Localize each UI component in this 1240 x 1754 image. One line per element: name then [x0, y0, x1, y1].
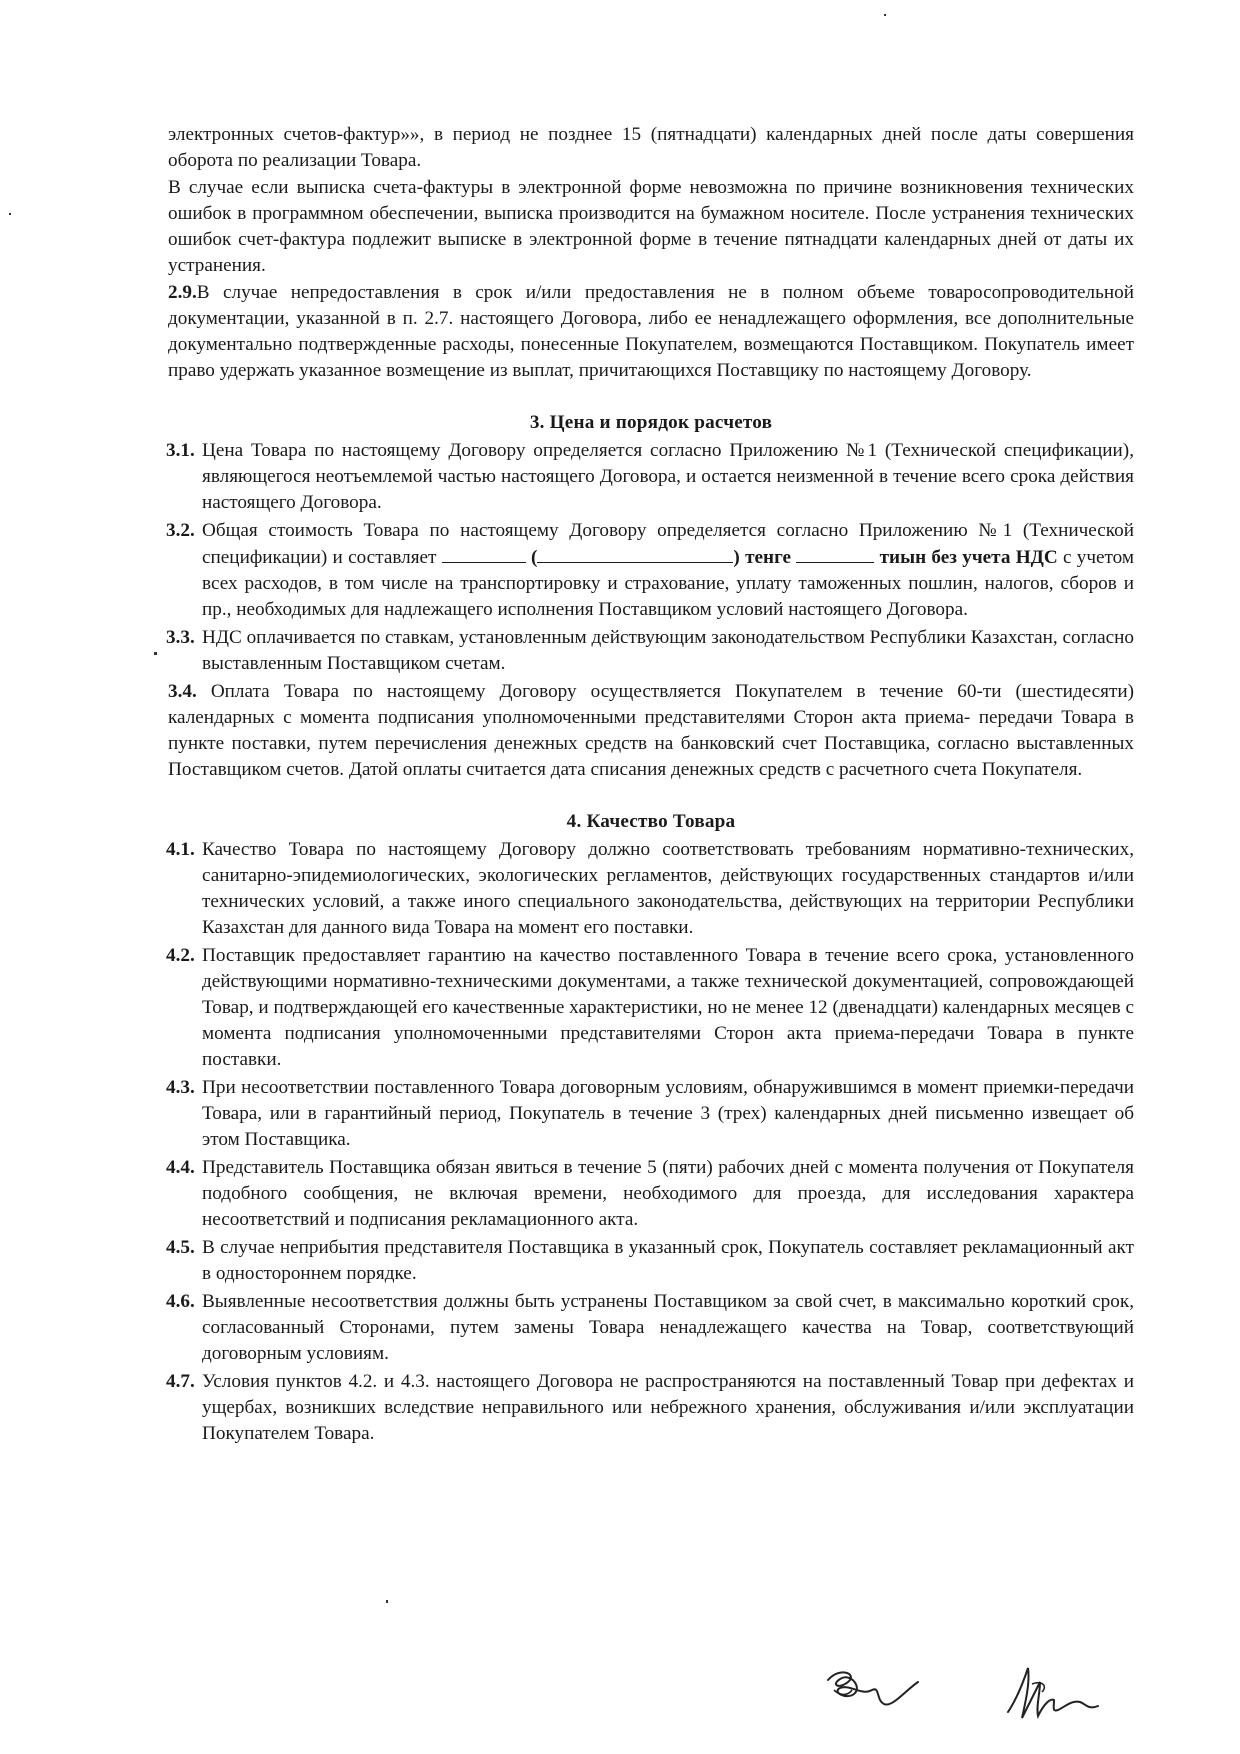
clause-text-start: Общая стоимость Товара по настоящему Договору определяется согласно Приложению №1 (Технической спецификации) и составляет [202, 520, 1134, 568]
tiyn-blank[interactable] [796, 544, 874, 563]
clause-number: 3.2. [166, 520, 195, 541]
clause-3-1 [168, 438, 1134, 516]
scan-speck [154, 652, 157, 655]
clause-number: 3.3. [166, 627, 195, 648]
clause-4-6 [168, 1289, 1134, 1367]
vat-exclusion-label: тиын без учета НДС [879, 547, 1058, 568]
clause-text: Оплата Товара по настоящему Договору осуществляется Покупателем в течение 60-ти (шестидесяти) календарных с момента подписания уполномоченными представителями Сторон акта приема- передачи Товара в пункте поставки, путем перечисления денежных средств на банковский счет Поставщика, согласно выставленных Поставщиком счетов. Датой оплаты считается дата списания денежных средств с расчетного счета Покупателя. [168, 681, 1134, 780]
clause-4-2 [168, 943, 1134, 1073]
clause-number: 4.2. [166, 945, 195, 966]
clause-3-2 [168, 518, 1134, 623]
clause-text [202, 518, 1134, 623]
open-paren: ( [531, 547, 538, 568]
clause-text: Представитель Поставщика обязан явиться в течение 5 (пяти) рабочих дней с момента получения от Покупателя подобного сообщения, не включая времени, необходимого для проезда, для исследования характера несоответствий и подписания рекламационного акта. [202, 1157, 1134, 1230]
clause-4-3 [168, 1075, 1134, 1153]
clause-number: 4.3. [166, 1077, 195, 1098]
clause-text-end: с учетом всех расходов, в том числе на транспортировку и страхование, уплату таможенных пошлин, налогов, сборов и пр., необходимых для надлежащего исполнения Поставщиком условий настоящего Договора. [202, 547, 1135, 620]
clause-text: Качество Товара по настоящему Договору должно соответствовать требованиям нормативно-технических, санитарно-эпидемиологических, экологических регламентов, действующих государственных стандартов и/или технических условий, а также иного специального законодательства, действующих на территории Республики Казахстан для данного вида Товара на момент его поставки. [202, 839, 1134, 938]
scan-speck [884, 14, 886, 16]
section-4-clauses [168, 837, 1134, 1447]
clause-text: Поставщик предоставляет гарантию на качество поставленного Товара в течение всего срока, установленного действующими нормативно-техническими документами, а также технической документацией, сопровождающей Товар, и подтверждающей его качественные характеристики, но не менее 12 (двенадцати) календарных месяцев с момента подписания уполномоченными представителями Сторон акта приема-передачи Товара в пункте поставки. [202, 945, 1134, 1070]
clause-3-4 [168, 679, 1134, 783]
signature-initials-left [818, 1660, 938, 1720]
clause-text: Цена Товара по настоящему Договору определяется согласно Приложению №1 (Технической спецификации), являющегося неотъемлемой частью настоящего Договора, и остается неизменной в течение всего срока действия настоящего Договора. [202, 440, 1134, 513]
clause-number: 4.5. [166, 1237, 195, 1258]
clause-number: 4.1. [166, 839, 195, 860]
clause-number: 3.1. [166, 440, 195, 461]
paragraph-invoice-deadline: электронных счетов-фактур»», в период не позднее 15 (пятнадцати) календарных дней после даты совершения оборота по реализации Товара. [168, 124, 1134, 171]
clause-text: В случае непредоставления в срок и/или предоставления не в полном объеме товаросопроводительной документации, указанной в п. 2.7. настоящего Договора, либо ее ненадлежащего оформления, все дополнительные документально подтвержденные расходы, понесенные Покупателем, возмещаются Поставщиком. Покупатель имеет право удержать указанное возмещение из выплат, причитающихся Поставщику по настоящему Договору. [168, 282, 1134, 381]
clause-text: При несоответствии поставленного Товара договорным условиям, обнаружившимся в момент приемки-передачи Товара, или в гарантийный период, Покупатель в течение 3 (трех) календарных дней письменно извещает об этом Поставщика. [202, 1077, 1134, 1150]
clause-text: Условия пунктов 4.2. и 4.3. настоящего Договора не распространяются на поставленный Товар при дефектах и ущербах, возникших вследствие неправильного или небрежного хранения, обслуживания и/или эксплуатации Покупателем Товара. [202, 1371, 1134, 1444]
signature-initials-right [1002, 1660, 1112, 1730]
clause-number: 4.6. [166, 1291, 195, 1312]
clause-number: 4.4. [166, 1157, 195, 1178]
paragraph-2-9 [168, 280, 1134, 384]
clause-3-3 [168, 625, 1134, 677]
clause-4-1 [168, 837, 1134, 941]
section-4-title: 4. Качество Товара [566, 811, 736, 832]
clause-4-4 [168, 1155, 1134, 1233]
clause-number: 4.7. [166, 1371, 195, 1392]
section-3-title: 3. Цена и порядок расчетов [529, 412, 773, 433]
clause-4-7 [168, 1369, 1134, 1447]
clause-number: 3.4. [168, 681, 197, 702]
document-page [168, 122, 1134, 1447]
scan-speck [386, 1600, 388, 1603]
scan-speck [9, 213, 11, 215]
amount-blank[interactable] [442, 544, 526, 563]
clause-number: 2.9. [168, 282, 197, 303]
amount-words-blank[interactable] [537, 544, 733, 563]
currency-label: ) тенге [733, 547, 792, 568]
clause-text: Выявленные несоответствия должны быть устранены Поставщиком за свой счет, в максимально короткий срок, согласованный Сторонами, путем замены Товара ненадлежащего качества на Товар, соответствующий договорным условиям. [202, 1291, 1134, 1364]
clause-text: В случае неприбытия представителя Поставщика в указанный срок, Покупатель составляет рекламационный акт в одностороннем порядке. [202, 1237, 1134, 1284]
clause-4-5 [168, 1235, 1134, 1287]
paragraph-paper-invoice: В случае если выписка счета-фактуры в электронной форме невозможна по причине возникновения технических ошибок в программном обеспечении, выписка производится на бумажном носителе. После устранения технических ошибок счет-фактура подлежит выписке в электронной форме в течение пятнадцати календарных дней от даты их устранения. [168, 177, 1134, 276]
clause-text: НДС оплачивается по ставкам, установленным действующим законодательством Республики Казахстан, согласно выставленным Поставщиком счетам. [202, 627, 1134, 674]
